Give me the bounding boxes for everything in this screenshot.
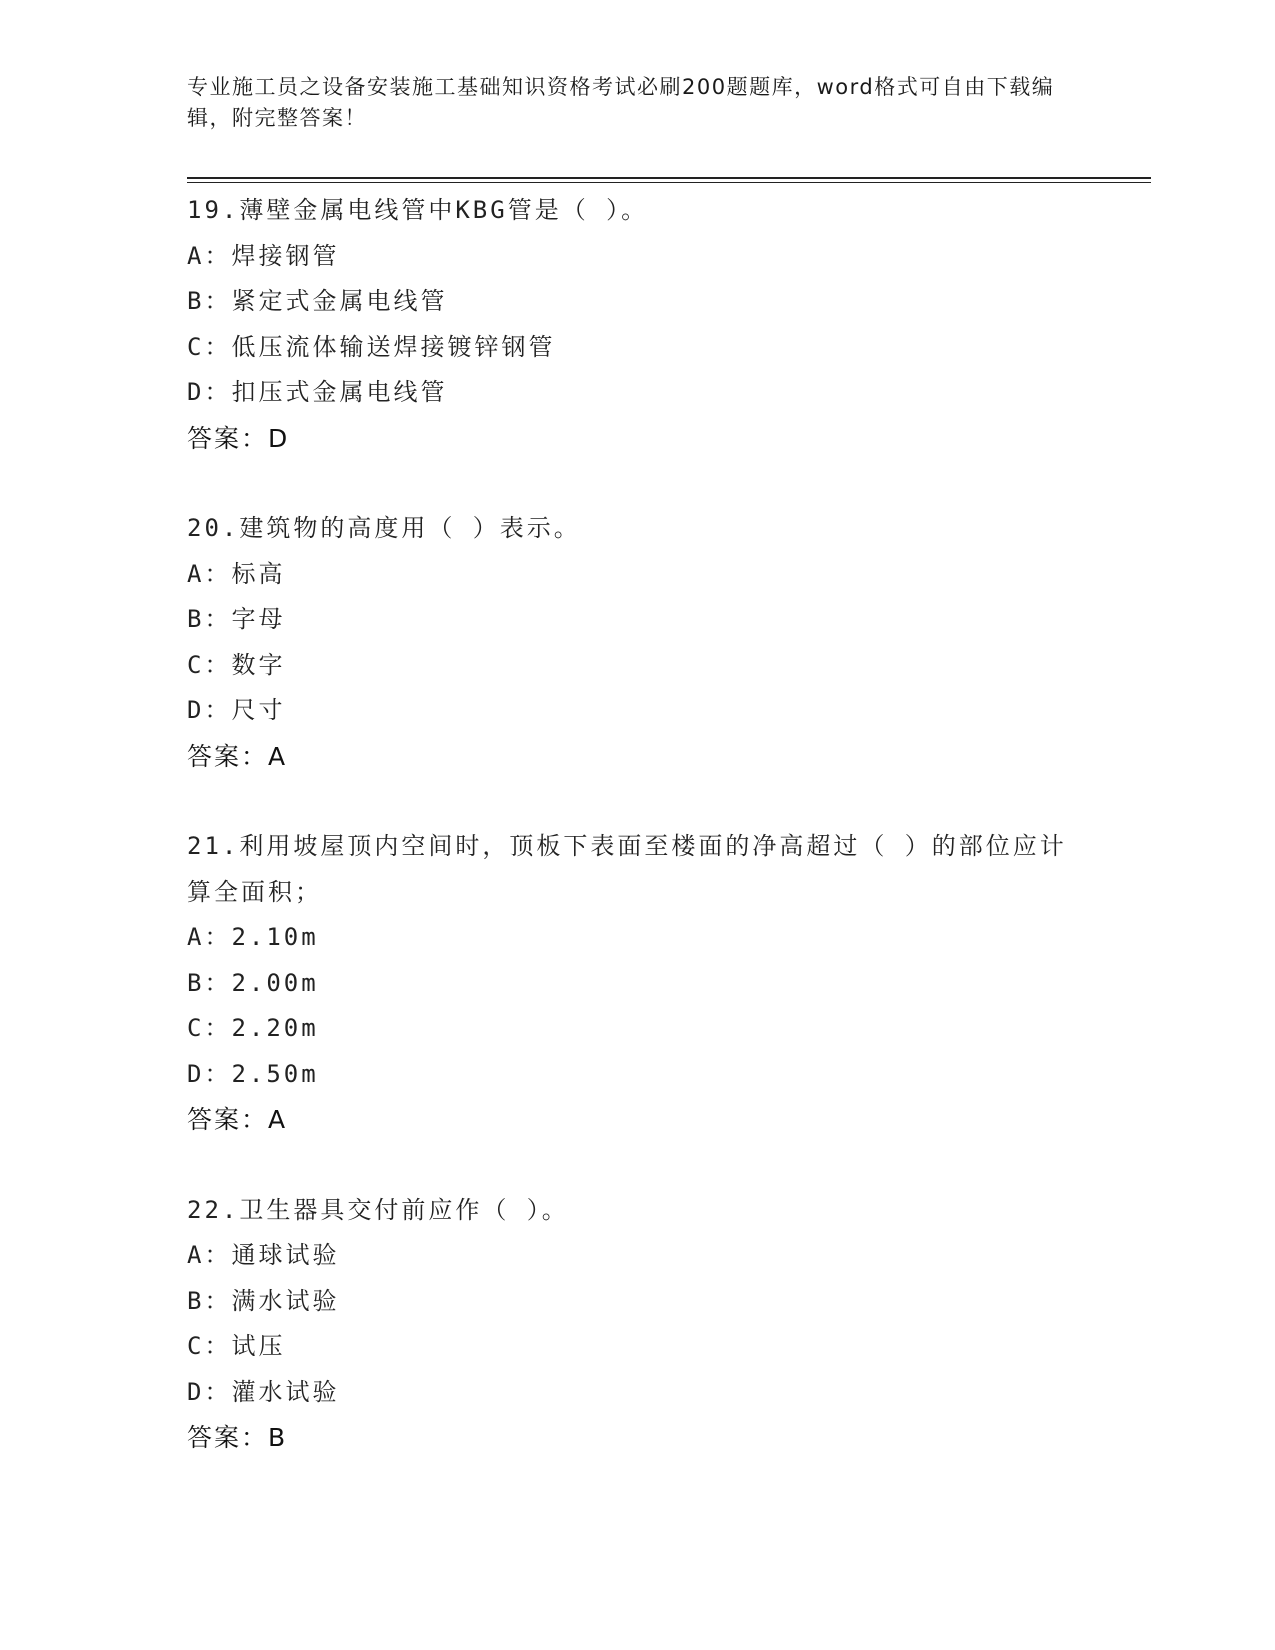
question-stem: 20.建筑物的高度用（ ）表示。 <box>187 514 581 542</box>
option-a <box>187 1233 1087 1279</box>
option-letter: B： <box>187 1286 232 1315</box>
option-text: 紧定式金属电线管 <box>231 287 448 315</box>
question-20 <box>187 506 1087 779</box>
option-letter: A： <box>187 559 232 588</box>
option-c <box>187 643 1087 689</box>
option-b <box>187 279 1087 325</box>
option-c <box>187 1324 1087 1370</box>
option-text: 2.50m <box>231 1059 319 1088</box>
option-text: 2.00m <box>231 968 319 997</box>
option-text: 试压 <box>231 1332 286 1360</box>
option-letter: A： <box>187 923 232 951</box>
option-text: 满水试验 <box>231 1286 340 1315</box>
answer-line: 答案：A <box>187 741 288 771</box>
option-d <box>187 370 1087 416</box>
option-text: 灌水试验 <box>231 1377 340 1406</box>
question-stem: 21.利用坡屋顶内空间时，顶板下表面至楼面的净高超过（ ）的部位应计算全面积； <box>187 832 1067 906</box>
option-b <box>187 597 1087 643</box>
option-a <box>187 234 1087 280</box>
option-a <box>187 552 1087 598</box>
option-text: 焊接钢管 <box>231 241 340 270</box>
option-d <box>187 1052 1087 1098</box>
option-text: 2.10m <box>231 923 319 951</box>
option-text: 通球试验 <box>231 1241 340 1269</box>
option-letter: D： <box>187 696 232 724</box>
option-a <box>187 915 1087 961</box>
option-d <box>187 688 1087 734</box>
option-letter: D： <box>187 1377 232 1406</box>
option-text: 2.20m <box>231 1014 319 1042</box>
option-text: 标高 <box>231 559 286 588</box>
option-letter: A： <box>187 241 232 270</box>
option-text: 尺寸 <box>231 696 286 724</box>
option-letter: D： <box>187 378 232 406</box>
option-letter: B： <box>187 968 232 997</box>
question-19 <box>187 188 1087 461</box>
option-letter: C： <box>187 1332 232 1360</box>
option-text: 扣压式金属电线管 <box>231 378 448 406</box>
question-list <box>187 188 1087 1506</box>
answer-line: 答案：D <box>187 423 290 453</box>
document-header: 专业施工员之设备安装施工基础知识资格考试必刷200题题库，word格式可自由下载编辑，附完整答案！ <box>187 75 1055 130</box>
option-letter: C： <box>187 332 232 361</box>
answer-line: 答案：B <box>187 1423 288 1452</box>
option-c <box>187 325 1087 371</box>
option-c <box>187 1006 1087 1052</box>
question-stem: 19.薄壁金属电线管中KBG管是（ ）。 <box>187 196 649 224</box>
question-22 <box>187 1188 1087 1461</box>
option-text: 低压流体输送焊接镀锌钢管 <box>231 332 556 361</box>
option-b <box>187 1279 1087 1325</box>
option-letter: B： <box>187 605 232 633</box>
option-b <box>187 961 1087 1007</box>
option-letter: C： <box>187 650 232 679</box>
answer-line: 答案：A <box>187 1105 288 1134</box>
option-letter: D： <box>187 1059 232 1088</box>
header-divider <box>187 177 1151 183</box>
option-letter: C： <box>187 1014 232 1042</box>
option-letter: B： <box>187 287 232 315</box>
question-21 <box>187 824 1087 1143</box>
option-d <box>187 1370 1087 1416</box>
option-text: 数字 <box>231 650 286 679</box>
option-letter: A： <box>187 1241 232 1269</box>
option-text: 字母 <box>231 605 286 633</box>
question-stem: 22.卫生器具交付前应作（ ）。 <box>187 1195 569 1224</box>
